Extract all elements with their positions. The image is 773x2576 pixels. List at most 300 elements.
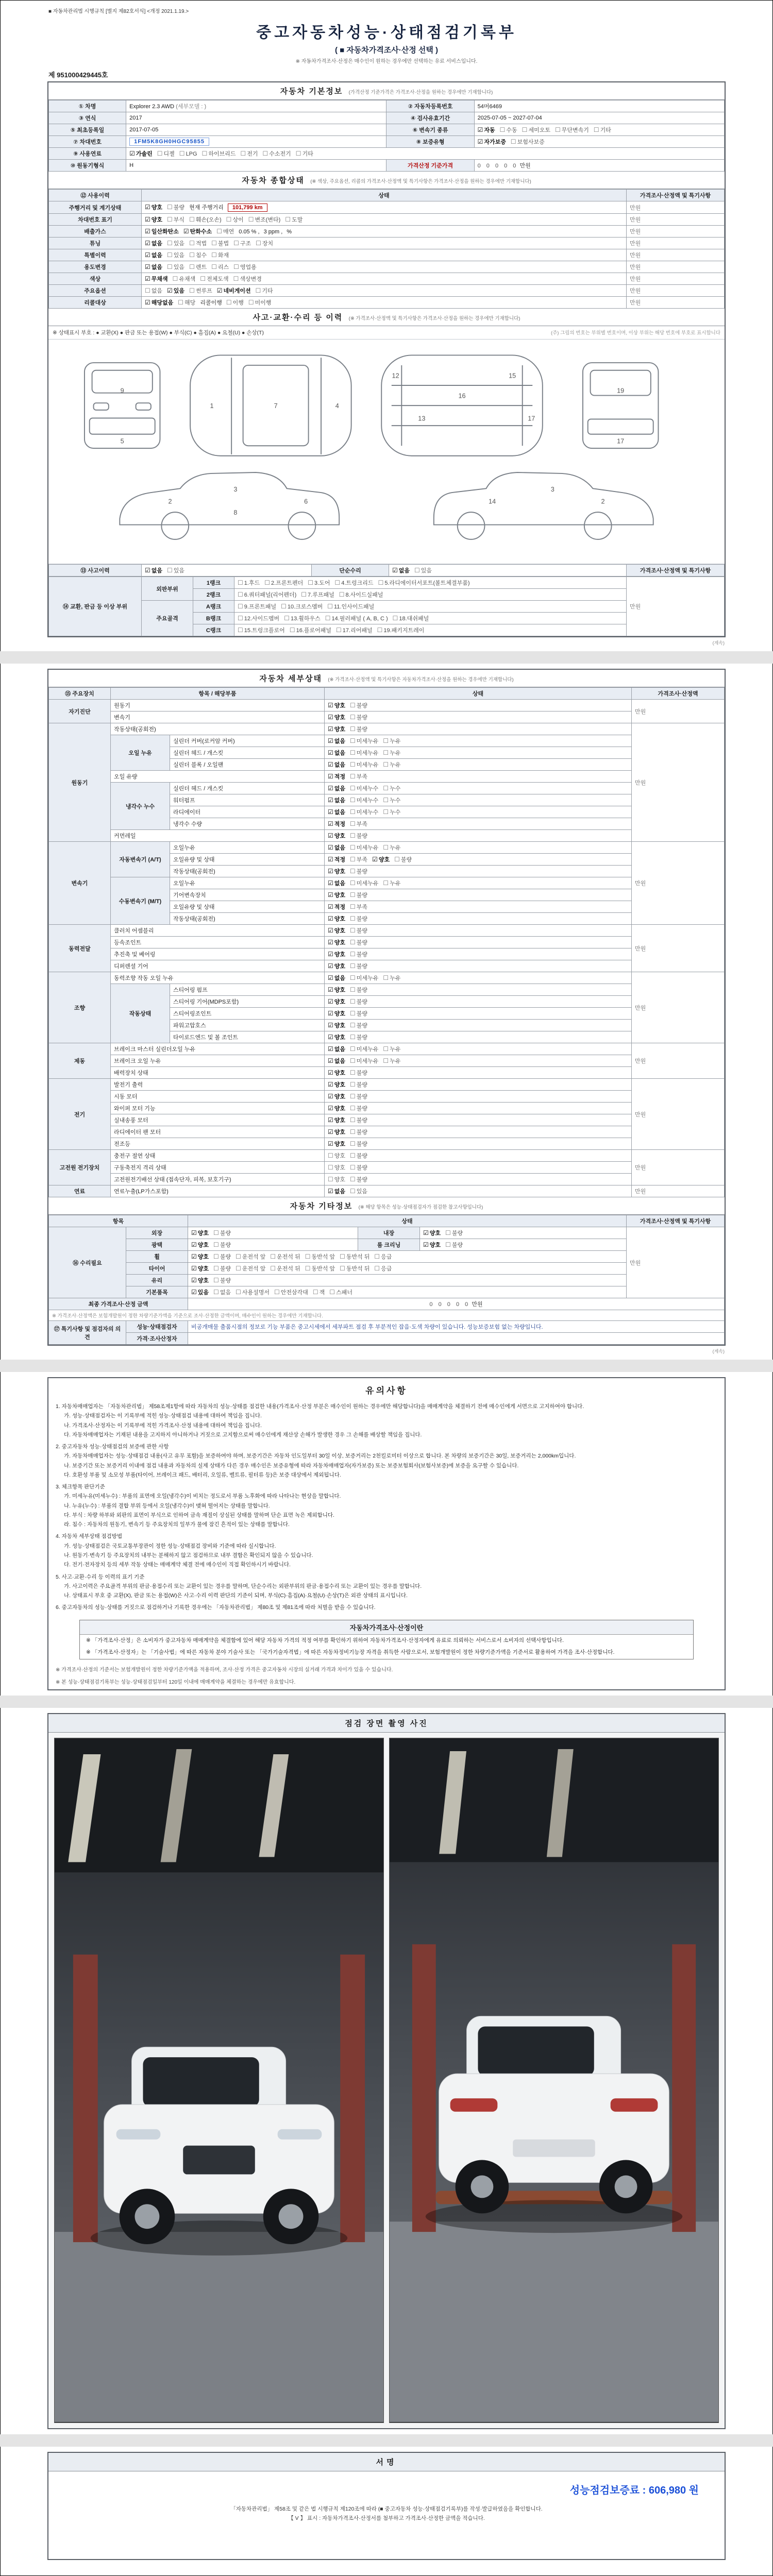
checkbox-unchecked[interactable]: ☐ 영업용: [233, 263, 257, 270]
checkbox-unchecked[interactable]: ☐ 16.플로어패널: [289, 626, 332, 634]
checkbox-unchecked[interactable]: ☐ 운전석 앞: [236, 1253, 266, 1260]
checkbox-checked[interactable]: ☑ 양호: [328, 962, 346, 970]
checkbox-checked[interactable]: ☑ 없음: [328, 749, 346, 756]
checkbox-unchecked[interactable]: ☐ 동반석 뒤: [340, 1253, 370, 1260]
checkbox-unchecked[interactable]: ☐ 미세누유: [350, 974, 379, 981]
svg-text:7: 7: [274, 402, 278, 410]
checkbox-checked[interactable]: ☑ 없음: [145, 567, 163, 574]
detail-row: [49, 972, 725, 984]
checkbox-checked[interactable]: ☑ 양호: [328, 951, 346, 958]
checkbox-unchecked[interactable]: ☐ 부족: [350, 856, 368, 863]
checkbox-unchecked[interactable]: ☐ 12.사이드멤버: [238, 615, 280, 622]
checkbox-unchecked[interactable]: ☐ 있음: [167, 567, 185, 574]
checkbox-unchecked[interactable]: ☐ 수소전기: [262, 150, 291, 157]
checkbox-checked[interactable]: ☑ 양호: [423, 1229, 441, 1236]
checkbox-checked[interactable]: ☑ 양호: [423, 1241, 441, 1248]
checkbox-unchecked[interactable]: ☐ 있음: [414, 567, 432, 574]
checkbox-checked[interactable]: ☑ 없음: [328, 785, 346, 792]
checkbox-checked[interactable]: ☑ 양호: [328, 939, 346, 946]
checkbox-unchecked[interactable]: ☐ 기타: [295, 150, 313, 157]
checkbox-checked[interactable]: ☑ 양호: [328, 1022, 346, 1029]
usage-history-label: 차대번호 표기: [49, 214, 142, 226]
checkbox-unchecked[interactable]: ☐ 불량: [350, 891, 368, 899]
checkbox-checked[interactable]: ☑ 양호: [191, 1277, 209, 1284]
inspection-period-value: 2025-07-05 ~ 2027-07-04: [474, 112, 724, 124]
checkbox-unchecked[interactable]: ☐ 불량: [213, 1277, 231, 1284]
checkbox-unchecked[interactable]: ☐ 운전석 뒤: [270, 1253, 300, 1260]
simple-repair-options: [389, 565, 627, 577]
checkbox-checked[interactable]: ☑ 양호: [328, 1105, 346, 1112]
detail-row: [49, 948, 725, 960]
table-row: [49, 148, 725, 160]
checkbox-checked[interactable]: ☑ 일산화탄소: [145, 228, 179, 235]
checkbox-unchecked[interactable]: ☐ 유채색: [172, 275, 196, 282]
checkbox-unchecked[interactable]: ☐ LPG: [179, 150, 197, 157]
item-label: 오일누유: [170, 877, 325, 889]
checkbox-checked[interactable]: ☑ 없음: [328, 1057, 346, 1064]
photo-row: [48, 1733, 725, 2428]
polish-label: 광택: [126, 1239, 188, 1251]
checkbox-unchecked[interactable]: ☐ 불량: [350, 962, 368, 970]
checkbox-unchecked[interactable]: ☐ 누수: [383, 796, 401, 804]
svg-text:3: 3: [233, 486, 238, 494]
final-price-value: 0 0 0 0 0 만원: [188, 1298, 725, 1310]
checkbox-unchecked[interactable]: ☐ 누유: [383, 737, 401, 744]
checkbox-checked[interactable]: ☑ 양호: [328, 1081, 346, 1088]
checkbox-unchecked[interactable]: ☐ 불량: [213, 1253, 231, 1260]
base-price-label: 가격산정 기준가격: [386, 160, 474, 172]
checkbox-checked[interactable]: ☑ 양호: [328, 1093, 346, 1100]
checkbox-unchecked[interactable]: ☐ 응급: [374, 1253, 392, 1260]
checkbox-checked[interactable]: ☑ 무채색: [145, 275, 168, 282]
checkbox-unchecked[interactable]: ☐ 11.인사이드패널: [327, 603, 375, 610]
checkbox-checked[interactable]: ☑ 양호: [328, 998, 346, 1005]
checkbox-unchecked[interactable]: ☐ 누유: [383, 1057, 401, 1064]
notice-item: 다. 전기·전자장치 등의 세부 작동 상태는 매매계약 체결 전에 매수인이 직접 확인하시기 바랍니다.: [64, 1562, 291, 1568]
checkbox-unchecked[interactable]: ☐ 불량: [394, 856, 412, 863]
checkbox-checked[interactable]: ☑ 양호: [328, 832, 346, 839]
checkbox-checked[interactable]: ☑ 네비게이션: [216, 287, 251, 294]
checkbox-checked[interactable]: ☑ 적정: [328, 856, 346, 863]
checkbox-checked[interactable]: ☑ 없음: [145, 240, 163, 247]
checkbox-checked[interactable]: ☑ 적정: [328, 773, 346, 780]
checkbox-unchecked[interactable]: ☐ 불량: [350, 1022, 368, 1029]
damage-legend-note: (주) 그림의 번호는 부위별 번호이며, 이상 부위는 해당 번호에 부호로 표시합니다: [550, 330, 720, 336]
checkbox-unchecked[interactable]: ☐ 불량: [350, 1105, 368, 1112]
checkbox-unchecked[interactable]: ☐ 불량: [213, 1265, 231, 1272]
accident-history-label: ⑬ 사고이력: [49, 565, 142, 577]
item-label: 고전원전기배선 상태 (접속단자, 피복, 보호기구): [111, 1174, 325, 1185]
item-state: [325, 901, 632, 913]
checkbox-unchecked[interactable]: ☐ 14.필러패널 ( A, B, C ): [325, 615, 388, 622]
checkbox-unchecked[interactable]: ☐ 양호: [328, 1176, 346, 1183]
item-state: [325, 1162, 632, 1174]
checkbox-checked[interactable]: ☑ 양호: [328, 891, 346, 899]
checkbox-unchecked[interactable]: ☐ 없음: [145, 287, 163, 294]
checkbox-unchecked[interactable]: ☐ 불량: [350, 1152, 368, 1159]
section-gap: [0, 1360, 773, 1372]
checkbox-unchecked[interactable]: ☐ 미세누유: [350, 749, 379, 756]
section-box-photos: [47, 1713, 726, 2429]
checkbox-unchecked[interactable]: ☐ 불법: [211, 240, 229, 247]
checkbox-unchecked[interactable]: ☐ 불량: [350, 915, 368, 922]
checkbox-checked[interactable]: ☑ 양호: [328, 927, 346, 934]
item-label: 실린더 커버(로커암 커버): [170, 735, 325, 747]
checkbox-checked[interactable]: ☑ 해당없음: [145, 299, 174, 306]
checkbox-unchecked[interactable]: ☐ 사용설명서: [236, 1289, 270, 1296]
checkbox-unchecked[interactable]: ☐ 불량: [167, 204, 185, 211]
checkbox-unchecked[interactable]: ☐ 있음: [167, 240, 185, 247]
checkbox-unchecked[interactable]: ☐ 렌트: [189, 263, 207, 270]
notice-item: 가. 사고이력은 주요골격 부위의 판금·용접수리 또는 교환이 있는 경우를 말하며, 단순수리는 외판부위의 판금·용접수리 또는 교환이 있는 경우를 말합니다.: [64, 1583, 422, 1589]
checkbox-unchecked[interactable]: ☐ 불량: [350, 1093, 368, 1100]
checkbox-unchecked[interactable]: ☐ 누수: [383, 785, 401, 792]
price-cell: 만원: [627, 238, 725, 249]
checkbox-unchecked[interactable]: ☐ 불량: [350, 927, 368, 934]
checkbox-unchecked[interactable]: ☐ 세미오토: [522, 126, 550, 133]
checkbox-unchecked[interactable]: ☐ 기타: [593, 126, 611, 133]
checkbox-unchecked[interactable]: ☐ 누유: [383, 974, 401, 981]
checkbox-unchecked[interactable]: ☐ 17.리어패널: [336, 626, 373, 634]
checkbox-checked[interactable]: ☑ 양호: [191, 1241, 209, 1248]
basic-items-label: 기본품목: [126, 1286, 188, 1298]
checkbox-unchecked[interactable]: ☐ 15.트렁크플로어: [238, 626, 285, 634]
checkbox-checked[interactable]: ☑ 없음: [145, 263, 163, 270]
checkbox-unchecked[interactable]: ☐ 불량: [350, 1081, 368, 1088]
interior-label: 내장: [358, 1227, 420, 1239]
checkbox-unchecked[interactable]: ☐ 불량: [350, 1128, 368, 1136]
checkbox-unchecked[interactable]: ☐ 썬루프: [189, 287, 212, 294]
checkbox-checked[interactable]: ☑ 양호: [145, 204, 163, 211]
checkbox-checked[interactable]: ☑ 없음: [328, 737, 346, 744]
checkbox-checked[interactable]: ☑ 자가보증: [477, 138, 506, 145]
checkbox-checked[interactable]: ☑ 양호: [328, 702, 346, 709]
rank-label: C랭크: [193, 624, 234, 636]
checkbox-unchecked[interactable]: ☐ 불량: [350, 1164, 368, 1171]
checkbox-unchecked[interactable]: ☐ 수동: [499, 126, 517, 133]
price-cell: 만원: [632, 1043, 725, 1079]
checkbox-unchecked[interactable]: ☐ 부식: [167, 216, 185, 223]
item-state: [325, 759, 632, 771]
item-label: 등속조인트: [111, 937, 325, 948]
checkbox-unchecked[interactable]: ☐ 양호: [328, 1152, 346, 1159]
checkbox-checked[interactable]: ☑ 적정: [328, 820, 346, 827]
tire-label: 타이어: [126, 1263, 188, 1275]
checkbox-unchecked[interactable]: ☐ 리스: [211, 263, 229, 270]
usage-history-label: 주요옵션: [49, 285, 142, 297]
checkbox-unchecked[interactable]: ☐ 불량: [445, 1229, 463, 1236]
item-state: [325, 1091, 632, 1103]
notice-item: 가. 자동차매매업자는 성능·상태점검 내용(사고 유무 포함)을 보증하여야 하며, 보증기간은 자동차 인도일부터 30일 이상, 보증거리는 2천킬로미터 이상으로 합니다. 본 차량의 보증기간은 30일, 보증거리는 2,000km입니다.: [64, 1453, 576, 1460]
outer-panel-label: 외판부위: [142, 577, 193, 601]
checkbox-checked[interactable]: ☑ 없음: [328, 761, 346, 768]
checkbox-unchecked[interactable]: ☐ 색상변경: [233, 275, 262, 282]
table-row: [49, 1275, 725, 1286]
fuel-options: [126, 148, 725, 160]
checkbox-unchecked[interactable]: ☐ 불량: [350, 702, 368, 709]
table-row: [49, 1310, 725, 1321]
checkbox-unchecked[interactable]: ☐ 있음: [350, 1188, 368, 1195]
exchange-rank-row: [49, 601, 725, 613]
item-label: 작동상태(공회전): [170, 866, 325, 877]
checkbox-unchecked[interactable]: ☐ 1.후드: [238, 579, 260, 586]
checkbox-unchecked[interactable]: ☐ 13.휠하우스: [284, 615, 321, 622]
checkbox-unchecked[interactable]: ☐ 훼손(오손): [189, 216, 222, 223]
price-cell: 만원: [632, 723, 725, 842]
checkbox-checked[interactable]: ☑ 자동: [477, 126, 495, 133]
form-reference: ■ 자동차관리법 시행규칙 [별지 제82호서식] <개정 2021.1.19.>: [48, 9, 189, 14]
rank-items: [234, 613, 627, 624]
item-label: 라디에이터 팬 모터: [111, 1126, 325, 1138]
checkbox-unchecked[interactable]: ☐ 불량: [350, 832, 368, 839]
checkbox-checked[interactable]: ☑ 없음: [328, 1188, 346, 1195]
price-appraisal-info-line: ※ 「가격조사·산정」은 소비자가 중고자동차 매매계약을 체결함에 있어 해당 자동차 가격의 적정 여부를 확인하기 위하여 자동차가격조사·산정자에게 유료로 의뢰하는 서비스로서 소비자의 선택사항입니다.: [86, 1637, 564, 1643]
checkbox-unchecked[interactable]: ☐ 불량: [350, 1069, 368, 1076]
checkbox-checked[interactable]: ☑ 양호: [145, 216, 163, 223]
checkbox-unchecked[interactable]: ☐ 10.크로스멤버: [281, 603, 323, 610]
checkbox-unchecked[interactable]: ☐ 있음: [167, 263, 185, 270]
checkbox-checked[interactable]: ☑ 양호: [328, 1010, 346, 1017]
checkbox-checked[interactable]: ☑ 양호: [328, 915, 346, 922]
usage-history-state: ☑ 일산화탄소 ☑ 탄화수소 ☐ 매연 0.05 % , 3 ppm , %: [142, 226, 627, 238]
notice-item: 3. 체크항목 판단기준: [56, 1484, 105, 1490]
item-state: [325, 913, 632, 925]
checkbox-unchecked[interactable]: ☐ 불량: [350, 1116, 368, 1124]
basic-items-options: [188, 1286, 627, 1298]
checkbox-unchecked[interactable]: ☐ 이행: [226, 299, 244, 306]
checkbox-checked[interactable]: ☑ 탄화수소: [183, 228, 212, 235]
section-accident-note: (※ 가격조사·산정액 및 특기사항은 가격조사·산정을 원하는 경우에만 기재합니다): [348, 316, 520, 321]
checkbox-checked[interactable]: ☑ 양호: [328, 714, 346, 721]
checkbox-unchecked[interactable]: ☐ 미세누수: [350, 808, 379, 816]
sign-statement: 「자동차관리법」 제58조 및 같은 법 시행규칙 제120조에 따라 (■ 중고자동차 성능·상태점검기록부)를 작성·발급하였음을 확인합니다.: [230, 2506, 543, 2513]
checkbox-unchecked[interactable]: ☐ 부족: [350, 820, 368, 827]
checkbox-unchecked[interactable]: ☐ 보험사보증: [510, 138, 545, 145]
vehicle-diagram-area: [48, 340, 725, 564]
checkbox-checked[interactable]: ☑ 없음: [328, 844, 346, 851]
checkbox-unchecked[interactable]: ☐ 불량: [350, 714, 368, 721]
checkbox-unchecked[interactable]: ☐ 미이행: [248, 299, 272, 306]
item-label: 스티어링조인트: [170, 1008, 325, 1020]
checkbox-unchecked[interactable]: ☐ 변조(변타): [248, 216, 281, 223]
checkbox-checked[interactable]: ☑ 양호: [328, 725, 346, 733]
checkbox-unchecked[interactable]: ☐ 도말: [285, 216, 303, 223]
checkbox-unchecked[interactable]: ☐ 불량: [350, 868, 368, 875]
checkbox-unchecked[interactable]: ☐ 침수: [189, 251, 207, 259]
checkbox-unchecked[interactable]: ☐ 5.라디에이터서포트(볼트체결부품): [378, 579, 470, 586]
checkbox-unchecked[interactable]: ☐ 불량: [350, 1010, 368, 1017]
checkbox-unchecked[interactable]: ☐ 잭: [312, 1289, 325, 1296]
rank-label: 2랭크: [193, 589, 234, 601]
checkbox-unchecked[interactable]: ☐ 있음: [167, 251, 185, 259]
checkbox-unchecked[interactable]: ☐ 적법: [189, 240, 207, 247]
checkbox-unchecked[interactable]: ☐ 안전삼각대: [274, 1289, 308, 1296]
checkbox-checked[interactable]: ☑ 양호: [328, 868, 346, 875]
checkbox-unchecked[interactable]: ☐ 미세누유: [350, 761, 379, 768]
accident-price-header: 가격조사·산정액 및 특기사항: [627, 565, 725, 577]
checkbox-unchecked[interactable]: ☐ 스패너: [329, 1289, 352, 1296]
detail-row: [49, 1055, 725, 1067]
checkbox-unchecked[interactable]: ☐ 양호: [328, 1164, 346, 1171]
usage-history-state: ☑ 양호 ☐ 불량 현재 주행거리 101,799 km: [142, 201, 627, 214]
final-price-note: ※ 가격조사·산정액은 보험개발원이 정한 차량기준가액을 기준으로 조사·산정한 금액이며, 매수인이 원하는 경우에만 기재합니다.: [49, 1310, 725, 1321]
checkbox-unchecked[interactable]: ☐ 9.프론트패널: [238, 603, 277, 610]
checkbox-checked[interactable]: ☑ 없음: [392, 567, 410, 574]
state-col: 상태: [188, 1215, 627, 1227]
checkbox-checked[interactable]: ☑ 없음: [328, 796, 346, 804]
checkbox-checked[interactable]: ☑ 가솔린: [129, 150, 153, 157]
checkbox-checked[interactable]: ☑ 없음: [328, 808, 346, 816]
notice-item: 나. 보증기간 또는 보증거리 이내에 점검 내용과 자동차의 실제 상태가 다른 경우 매수인은 보증유형에 따라 자동차매매업자(자가보증) 또는 보증보험회사(보험사보증)에 보증을 요구할 수 있습니다.: [64, 1462, 519, 1469]
checkbox-unchecked[interactable]: ☐ 불량: [350, 939, 368, 946]
checkbox-checked[interactable]: ☑ 양호: [328, 1128, 346, 1136]
rank-items: [234, 577, 627, 589]
price-cell: 만원: [627, 297, 725, 309]
checkbox-unchecked[interactable]: ☐ 불량: [213, 1241, 231, 1248]
item-state: [325, 1079, 632, 1091]
checkbox-unchecked[interactable]: ☐ 부족: [350, 773, 368, 780]
checkbox-checked[interactable]: ☑ 적정: [328, 903, 346, 910]
checkbox-unchecked[interactable]: ☐ 누유: [383, 749, 401, 756]
checkbox-unchecked[interactable]: ☐ 불량: [350, 1140, 368, 1147]
svg-text:2: 2: [601, 498, 605, 505]
checkbox-unchecked[interactable]: ☐ 불량: [350, 725, 368, 733]
subgroup-label: 작동상태: [111, 984, 170, 1043]
inspector-label: 성능·상태점검자: [126, 1321, 188, 1333]
checkbox-unchecked[interactable]: ☐ 매연: [216, 228, 234, 235]
checkbox-unchecked[interactable]: ☐ 18.대쉬패널: [392, 615, 429, 622]
checkbox-checked[interactable]: ☑ 양호: [191, 1253, 209, 1260]
checkbox-unchecked[interactable]: ☐ 디젤: [157, 150, 175, 157]
checkbox-checked[interactable]: ☑ 양호: [328, 1033, 346, 1041]
section-basic-note: (가격산정 기준가격은 가격조사·산정을 원하는 경우에만 기재합니다): [348, 90, 493, 95]
checkbox-unchecked[interactable]: ☐ 전기: [240, 150, 258, 157]
checkbox-checked[interactable]: ☑ 없음: [328, 974, 346, 981]
checkbox-unchecked[interactable]: ☐ 무단변속기: [554, 126, 589, 133]
checkbox-unchecked[interactable]: ☐ 불량: [350, 1176, 368, 1183]
checkbox-unchecked[interactable]: ☐ 누유: [383, 761, 401, 768]
svg-text:13: 13: [418, 415, 426, 422]
table-row: [49, 1251, 725, 1263]
checkbox-unchecked[interactable]: ☐ 불량: [350, 951, 368, 958]
checkbox-unchecked[interactable]: ☐ 누유: [383, 1045, 401, 1053]
checkbox-unchecked[interactable]: ☐ 미세누유: [350, 844, 379, 851]
checkbox-unchecked[interactable]: ☐ 미세누수: [350, 796, 379, 804]
usage-history-label: 주행거리 및 계기상태: [49, 201, 142, 214]
item-state: [325, 1067, 632, 1079]
checkbox-unchecked[interactable]: ☐ 미세누유: [350, 737, 379, 744]
usage-history-state: [142, 249, 627, 261]
item-label: 전조등: [111, 1138, 325, 1150]
svg-text:1: 1: [210, 402, 214, 410]
checkbox-unchecked[interactable]: ☐ 동반석 앞: [305, 1265, 335, 1272]
checkbox-unchecked[interactable]: ☐ 19.패키지트레이: [377, 626, 425, 634]
checkbox-unchecked[interactable]: ☐ 4.트렁크리드: [334, 579, 374, 586]
fuel-label: ⑨ 사용연료: [49, 148, 126, 160]
checkbox-unchecked[interactable]: ☐ 미세누수: [350, 785, 379, 792]
checkbox-checked[interactable]: ☑ 없음: [328, 1045, 346, 1053]
checkbox-unchecked[interactable]: ☐ 하이브리드: [201, 150, 236, 157]
vin-value: [126, 136, 386, 148]
checkbox-unchecked[interactable]: ☐ 불량: [445, 1241, 463, 1248]
tire-options: [188, 1263, 627, 1275]
rank-label: B랭크: [193, 613, 234, 624]
checkbox-unchecked[interactable]: ☐ 8.사이드실패널: [339, 591, 383, 598]
checkbox-unchecked[interactable]: ☐ 동반석 뒤: [340, 1265, 370, 1272]
first-reg-label: ⑤ 최초등록일: [49, 124, 126, 136]
checkbox-checked[interactable]: ☑ 양호: [372, 856, 390, 863]
checkbox-checked[interactable]: ☑ 없음: [145, 251, 163, 259]
item-label: 오일유량 및 상태: [170, 854, 325, 866]
usage-history-row: [49, 261, 725, 273]
glass-label: 유리: [126, 1275, 188, 1286]
checkbox-unchecked[interactable]: ☐ 누유: [383, 844, 401, 851]
checkbox-unchecked[interactable]: ☐ 불량: [350, 986, 368, 993]
checkbox-checked[interactable]: ☑ 없음: [328, 879, 346, 887]
checkbox-unchecked[interactable]: ☐ 불량: [350, 1033, 368, 1041]
device-label: 제동: [49, 1043, 111, 1079]
item-state: [325, 783, 632, 794]
inspection-photo-front: [54, 1738, 384, 2423]
detail-row: [49, 1103, 725, 1114]
checkbox-checked[interactable]: ☑ 양호: [328, 1069, 346, 1076]
section-box-sign: [47, 2452, 726, 2560]
price-col: 가격조사·산정액: [632, 688, 725, 700]
checkbox-checked[interactable]: ☑ 양호: [328, 1116, 346, 1124]
checkbox-unchecked[interactable]: ☐ 구조: [233, 240, 251, 247]
checkbox-unchecked[interactable]: ☐ 화재: [211, 251, 229, 259]
detail-row: [49, 711, 725, 723]
exchange-panel-table: [48, 577, 725, 636]
device-col: ⑮ 주요장치: [49, 688, 111, 700]
checkbox-unchecked[interactable]: ☐ 기타: [255, 287, 273, 294]
checkbox-unchecked[interactable]: ☐ 2.프론트펜더: [264, 579, 304, 586]
checkbox-unchecked[interactable]: ☐ 상이: [226, 216, 244, 223]
checkbox-unchecked[interactable]: ☐ 6.쿼터패널(리어펜더): [238, 591, 297, 598]
checkbox-unchecked[interactable]: ☐ 동반석 앞: [305, 1253, 335, 1260]
checkbox-unchecked[interactable]: ☐ 미세누유: [350, 879, 379, 887]
checkbox-unchecked[interactable]: ☐ 미세누유: [350, 1045, 379, 1053]
checkbox-unchecked[interactable]: ☐ 누수: [383, 808, 401, 816]
checkbox-checked[interactable]: ☑ 양호: [191, 1229, 209, 1236]
notice-item: 다. 부식 : 차량 하부와 외판의 표면이 부식으로 인하여 금속 재질이 상실된 상태를 말하며 단순 표면 녹은 제외합니다.: [64, 1512, 334, 1518]
checkbox-unchecked[interactable]: ☐ 운전석 앞: [236, 1265, 266, 1272]
checkbox-unchecked[interactable]: ☐ 해당: [178, 299, 196, 306]
usage-history-label: 배출가스: [49, 226, 142, 238]
checkbox-checked[interactable]: ☑ 양호: [191, 1265, 209, 1272]
detail-row: [49, 1091, 725, 1103]
checkbox-checked[interactable]: ☑ 있음: [167, 287, 185, 294]
usage-history-state: [142, 238, 627, 249]
checkbox-unchecked[interactable]: ☐ 3.도어: [308, 579, 330, 586]
checkbox-checked[interactable]: ☑ 있음: [191, 1289, 209, 1296]
checkbox-unchecked[interactable]: ☐ 7.루프패널: [301, 591, 334, 598]
checkbox-checked[interactable]: ☑ 양호: [328, 986, 346, 993]
usage-history-label: 리콜대상: [49, 297, 142, 309]
checkbox-unchecked[interactable]: ☐ 운전석 뒤: [270, 1265, 300, 1272]
checkbox-checked[interactable]: ☑ 양호: [328, 1140, 346, 1147]
checkbox-unchecked[interactable]: ☐ 불량: [213, 1229, 231, 1236]
checkbox-unchecked[interactable]: ☐ 없음: [213, 1289, 231, 1296]
checkbox-unchecked[interactable]: ☐ 응급: [374, 1265, 392, 1272]
checkbox-unchecked[interactable]: ☐ 부족: [350, 903, 368, 910]
checkbox-unchecked[interactable]: ☐ 미세누유: [350, 1057, 379, 1064]
checkbox-unchecked[interactable]: ☐ 불량: [350, 998, 368, 1005]
checkbox-unchecked[interactable]: ☐ 장치: [256, 240, 274, 247]
checkbox-unchecked[interactable]: ☐ 전체도색: [200, 275, 229, 282]
notice-item: 5. 사고·교환·수리 등 이력의 표기 기준: [56, 1573, 145, 1580]
checkbox-unchecked[interactable]: ☐ 누유: [383, 879, 401, 887]
